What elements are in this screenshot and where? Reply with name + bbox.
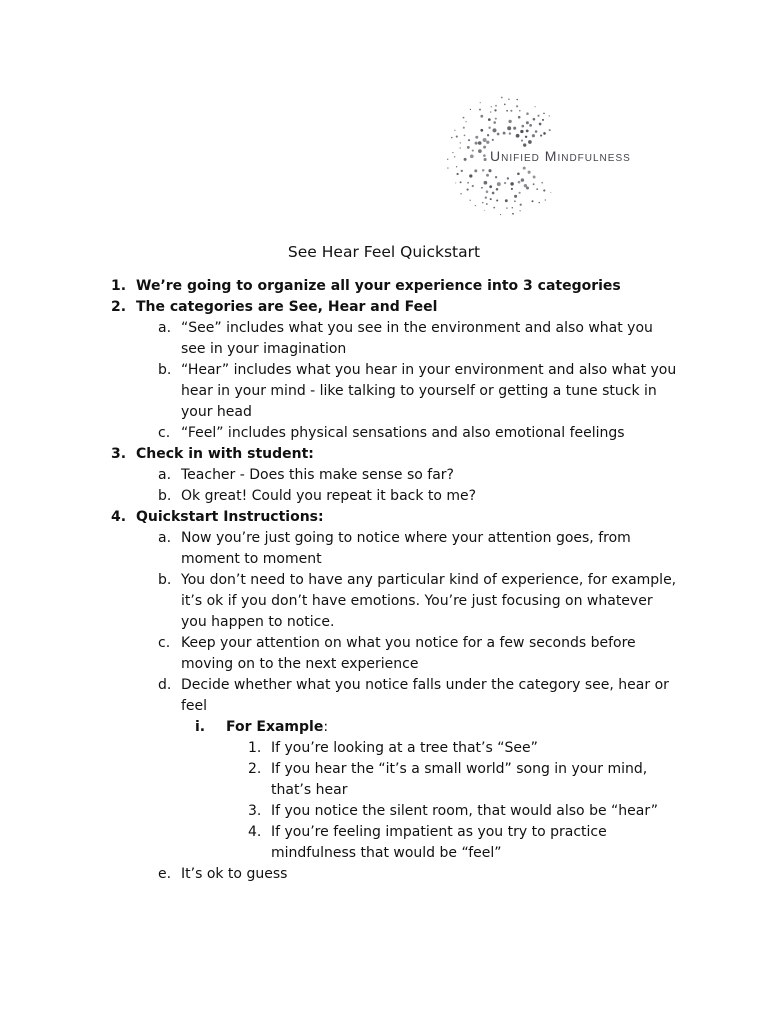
logo-dot	[478, 149, 482, 153]
logo-dot	[472, 150, 474, 152]
list-subitem	[0, 570, 768, 633]
list-item-text: Teacher - Does this make sense so far?	[181, 467, 454, 483]
logo-dot	[535, 130, 538, 133]
logo-dot	[540, 135, 542, 137]
logo-dot	[475, 142, 478, 145]
list-marker: a.	[158, 467, 172, 483]
list-marker: 1.	[111, 278, 127, 294]
list-marker: a.	[158, 320, 172, 336]
logo-dot	[536, 188, 538, 190]
list-subitem	[0, 633, 768, 675]
logo-dot	[508, 98, 510, 100]
logo-dot	[526, 186, 529, 189]
logo-dot	[528, 171, 531, 174]
logo-dot	[539, 202, 540, 203]
logo-dot	[468, 139, 470, 141]
logo-dot	[519, 192, 521, 194]
logo-dot	[508, 120, 511, 123]
logo-dot	[521, 140, 523, 142]
logo-dot	[493, 207, 495, 209]
list-subitem-heading	[0, 717, 768, 738]
list-subsubitem	[0, 822, 768, 864]
logo-dot	[451, 137, 452, 138]
list-item	[0, 507, 768, 528]
logo-dot	[456, 166, 457, 167]
logo-dot	[509, 132, 511, 134]
logo-dot	[495, 176, 497, 178]
logo-dot	[488, 169, 491, 172]
list-item-text: “Hear” includes what you hear in your environment and also what you hear in your mind - like talking to yourself or getting a tune stuck in your head	[181, 362, 677, 420]
list-item-text: Decide whether what you notice falls under the category see, hear or feel	[181, 677, 669, 714]
logo-dot	[456, 136, 458, 138]
list-item-text: If you notice the silent room, that would also be “hear”	[271, 803, 658, 819]
logo-dot	[543, 189, 545, 191]
list-marker: c.	[158, 425, 171, 441]
logo-dot	[480, 115, 483, 118]
logo-dot	[454, 156, 455, 157]
list-subitem	[0, 360, 768, 423]
logo-brand-text: Unified Mindfulness	[490, 148, 631, 164]
logo-dot	[541, 182, 543, 184]
logo-dot	[495, 105, 497, 107]
list-item-text: For Example	[226, 719, 324, 735]
logo-dot	[463, 127, 465, 129]
logo-dot	[495, 118, 497, 120]
logo-dot	[484, 158, 487, 161]
logo-dot	[461, 170, 463, 172]
logo-dot	[488, 126, 490, 128]
list-subitem	[0, 528, 768, 570]
list-marker: i.	[195, 719, 206, 735]
logo-dot	[454, 130, 455, 131]
logo-dot	[505, 199, 508, 202]
list-item-text: If you’re looking at a tree that’s “See”	[271, 740, 538, 756]
logo-dot	[543, 132, 546, 135]
logo-dot	[482, 169, 485, 172]
logo-dot	[496, 188, 499, 191]
logo-dot	[543, 113, 545, 115]
list-subitem	[0, 465, 768, 486]
logo-dot	[475, 136, 478, 139]
logo-dot	[526, 130, 529, 133]
logo-dot	[452, 152, 453, 153]
list-subsubitem	[0, 738, 768, 759]
logo-dot	[457, 173, 459, 175]
logo-dot	[539, 123, 542, 126]
list-item-text: Quickstart Instructions:	[136, 509, 324, 525]
logo-dot	[512, 213, 514, 215]
logo-dot	[511, 188, 513, 190]
list-marker: e.	[158, 866, 172, 882]
logo-dot	[467, 182, 469, 184]
logo-dot	[478, 141, 482, 145]
list-item-text: “See” includes what you see in the environment and also what you see in your imagination	[181, 320, 653, 357]
logo-dot	[467, 189, 469, 191]
logo-dot	[455, 182, 456, 183]
logo-dot	[480, 102, 481, 103]
logo-dot	[516, 134, 520, 138]
list-marker: 3.	[248, 803, 262, 819]
logo-dot	[512, 207, 513, 208]
list-item	[0, 297, 768, 318]
list-marker: 3.	[111, 446, 127, 462]
logo-dot	[460, 181, 462, 183]
list-subitem	[0, 318, 768, 360]
list-subsubitem	[0, 801, 768, 822]
heading-colon: :	[323, 719, 329, 735]
logo-dot	[481, 187, 483, 189]
logo-dot	[497, 182, 501, 186]
logo-dot	[529, 124, 532, 127]
logo-dot	[537, 115, 539, 117]
logo-dot	[479, 109, 481, 111]
logo-dot	[513, 127, 516, 130]
logo-dot	[467, 146, 470, 149]
logo-dot	[523, 143, 526, 146]
logo-dot	[484, 181, 488, 185]
logo-dot	[493, 128, 497, 132]
logo-dot	[483, 138, 487, 142]
logo-dot	[488, 118, 491, 121]
list-marker: 4.	[111, 509, 127, 525]
logo-dot	[506, 110, 508, 112]
logo-dot	[504, 104, 506, 106]
logo-dot	[492, 192, 495, 195]
logo-dot	[514, 200, 516, 202]
list-item-heading	[226, 717, 706, 738]
logo-dot	[464, 135, 466, 137]
logo-dot	[490, 198, 492, 200]
logo-dot	[463, 117, 465, 119]
logo-dot	[528, 140, 532, 144]
list-subitem	[0, 486, 768, 507]
logo-dot	[503, 132, 506, 135]
list-item-text: “Feel” includes physical sensations and also emotional feelings	[181, 425, 625, 441]
logo-dot	[518, 116, 521, 119]
logo-dot	[501, 97, 503, 99]
logo-dot	[459, 147, 461, 149]
logo-dot	[486, 141, 489, 144]
logo-dot	[520, 130, 523, 133]
logo-dot	[500, 214, 501, 215]
logo-dot	[520, 204, 522, 206]
logo-dot	[486, 190, 489, 193]
logo-dot	[533, 118, 536, 121]
logo-dot	[490, 111, 492, 113]
list-marker: b.	[158, 572, 172, 588]
logo-dot	[521, 125, 524, 128]
logo-dot	[533, 183, 535, 185]
logo-dot	[474, 169, 477, 172]
logo-dot	[506, 207, 507, 208]
logo-dot	[464, 158, 467, 161]
unified-mindfulness-logo	[446, 96, 686, 222]
list-marker: 4.	[248, 824, 262, 840]
list-subitem	[0, 675, 768, 717]
logo-dot	[535, 106, 536, 107]
logo-dot	[523, 167, 526, 170]
logo-dot	[526, 112, 529, 115]
list-marker: a.	[158, 530, 172, 546]
logo-dot	[470, 154, 474, 158]
logo-dot	[549, 129, 551, 131]
logo-dot	[447, 167, 449, 169]
logo-dot	[531, 200, 533, 202]
logo-dot	[542, 119, 544, 121]
logo-dot	[472, 185, 474, 187]
logo-dot	[480, 129, 483, 132]
list-item-text: We’re going to organize all your experience into 3 categories	[136, 278, 621, 294]
list-item-text: Keep your attention on what you notice for a few seconds before moving on to the next experience	[181, 635, 636, 672]
logo-dot	[460, 142, 462, 144]
logo-dot	[469, 174, 472, 177]
page-title: See Hear Feel Quickstart	[287, 243, 481, 262]
logo-dot	[483, 154, 486, 157]
logo-dot	[516, 105, 518, 107]
logo-dot	[491, 106, 492, 107]
logo-dot	[484, 210, 485, 211]
logo-dot	[470, 200, 471, 201]
logo-dot	[482, 202, 484, 204]
list-marker: b.	[158, 488, 172, 504]
list-marker: d.	[158, 677, 172, 693]
logo-dot	[489, 185, 492, 188]
instruction-list	[0, 276, 768, 885]
list-item-text: Check in with student:	[136, 446, 314, 462]
logo-dot	[526, 121, 529, 124]
list-item	[0, 276, 768, 297]
logo-dot	[483, 146, 486, 149]
logo-dot	[507, 177, 509, 179]
logo-dot	[507, 126, 511, 130]
list-marker: 1.	[248, 740, 262, 756]
logo-dot	[514, 195, 517, 198]
logo-dot	[487, 134, 489, 136]
logo-dot	[460, 193, 462, 195]
logo-dot	[525, 136, 527, 138]
logo-dot	[520, 210, 521, 211]
logo-dot	[519, 110, 521, 112]
logo-dot	[504, 182, 506, 184]
list-item-text: If you’re feeling impatient as you try to practice mindfulness that would be “feel”	[271, 824, 607, 861]
logo-dot	[465, 121, 466, 122]
logo-dot	[485, 196, 487, 198]
list-marker: 2.	[111, 299, 127, 315]
logo-dot	[486, 203, 488, 205]
logo-dot	[470, 109, 471, 110]
list-item	[0, 444, 768, 465]
logo-dot	[486, 174, 489, 177]
list-item-text: It’s ok to guess	[181, 866, 288, 882]
logo-dot	[510, 110, 512, 112]
list-marker: c.	[158, 635, 171, 651]
list-subitem	[0, 864, 768, 885]
logo-dot	[475, 205, 476, 206]
list-marker: b.	[158, 362, 172, 378]
logo-dot	[516, 99, 517, 100]
list-item-text: Now you’re just going to notice where your attention goes, from moment to moment	[181, 530, 631, 567]
logo-dot	[494, 109, 496, 111]
logo-dot	[545, 199, 546, 200]
logo-dot	[497, 133, 500, 136]
logo-dot	[517, 172, 520, 175]
list-subitem	[0, 423, 768, 444]
logo-dot	[518, 181, 521, 184]
logo-dot	[447, 159, 448, 160]
list-item-text: Ok great! Could you repeat it back to me?	[181, 488, 477, 504]
logo-dot	[521, 178, 524, 181]
logo-dot	[533, 176, 536, 179]
logo-dot	[550, 192, 551, 193]
logo-dot	[496, 199, 498, 201]
list-item-text: The categories are See, Hear and Feel	[136, 299, 438, 315]
logo-dot	[510, 182, 513, 186]
list-subsubitem	[0, 759, 768, 801]
logo-dot	[532, 134, 535, 137]
list-marker: 2.	[248, 761, 262, 777]
logo-dot	[549, 115, 550, 116]
list-item-text: You don’t need to have any particular kind of experience, for example, it’s ok if you don’t have emotions. You’re just focusing on whatever you happen to notice.	[181, 572, 677, 630]
list-item-text: If you hear the “it’s a small world” song in your mind, that’s hear	[271, 761, 648, 798]
logo-dot	[492, 139, 494, 141]
logo-dot	[493, 121, 496, 124]
